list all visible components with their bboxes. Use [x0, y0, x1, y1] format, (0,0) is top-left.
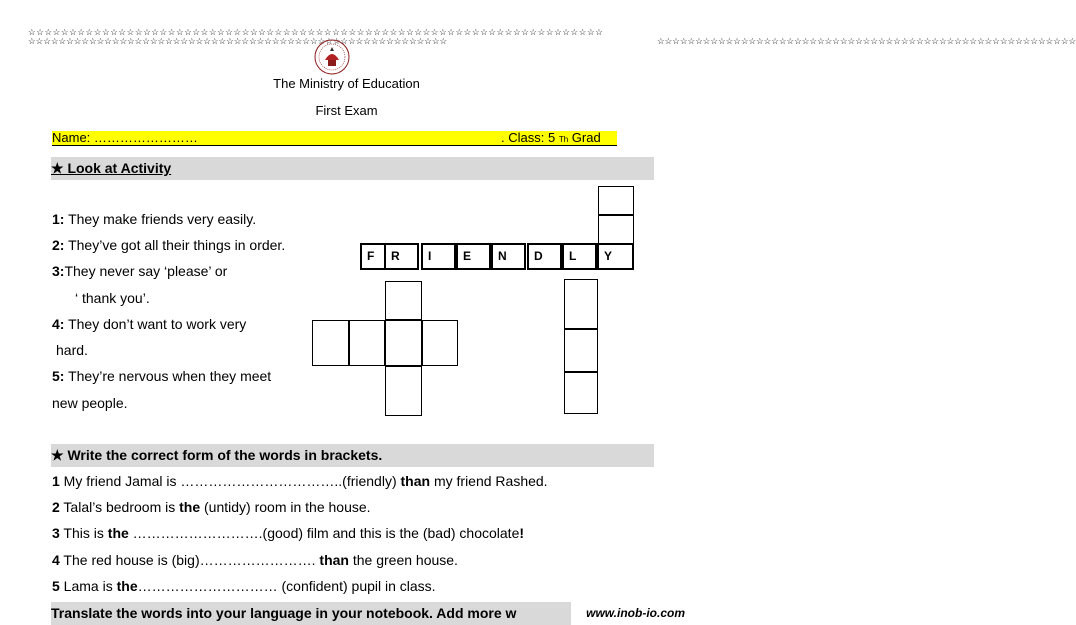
grammar-item	[52, 499, 371, 515]
item-text: The red house is (big)…………………….	[59, 552, 320, 568]
item-text: Lama is	[59, 578, 117, 594]
crossword-cell[interactable]: D	[527, 243, 562, 270]
grammar-title: ★ Write the correct form of the words in brackets.	[51, 447, 383, 463]
crossword-cell[interactable]	[385, 320, 422, 366]
ministry-title: The Ministry of Education	[273, 76, 420, 91]
item-text: Talal’s bedroom is	[59, 499, 180, 515]
item-number: 5	[52, 578, 60, 594]
clue-text: They don’t want to work very	[64, 316, 247, 332]
item-bold: !	[519, 525, 525, 541]
item-text: (untidy) room in the house.	[200, 499, 371, 515]
item-text: my friend Rashed.	[430, 473, 548, 489]
clue-text: They make friends very easily.	[64, 211, 257, 227]
activity-header	[51, 157, 654, 180]
item-bold: the	[116, 578, 138, 594]
crossword-cell[interactable]	[598, 215, 634, 244]
crossword-cell[interactable]: I	[421, 243, 456, 270]
crossword-cell[interactable]: F	[360, 243, 395, 270]
crossword-cell[interactable]: L	[562, 243, 597, 270]
crossword-cell[interactable]	[312, 320, 349, 366]
grammar-item	[52, 473, 548, 489]
star-border-top: ☆☆☆☆☆☆☆☆☆☆☆☆☆☆☆☆☆☆☆☆☆☆☆☆☆☆☆☆☆☆☆☆☆☆☆☆☆☆☆☆☆☆☆☆☆☆☆☆☆☆☆☆☆☆☆☆☆☆☆☆☆☆☆☆☆☆☆☆☆☆	[28, 27, 604, 37]
clue-text: They never say ‘please’ or	[64, 263, 228, 279]
class-grad: Grad	[571, 130, 601, 145]
clue-text: ‘ thank you’.	[75, 290, 150, 306]
clue-item	[52, 211, 256, 227]
clue-number: 1:	[52, 211, 65, 227]
item-bold: the	[107, 525, 129, 541]
star-border-right: ☆☆☆☆☆☆☆☆☆☆☆☆☆☆☆☆☆☆☆☆☆☆☆☆☆☆☆☆☆☆☆☆☆☆☆☆☆☆☆☆☆☆☆☆☆☆☆☆☆☆☆☆☆☆☆	[657, 36, 1076, 46]
grammar-item	[52, 552, 458, 568]
ministry-emblem-icon	[313, 38, 351, 76]
grammar-item	[52, 578, 436, 594]
class-superscript: Th	[558, 135, 569, 144]
grammar-header	[51, 444, 654, 467]
class-value: . Class: 5	[501, 130, 556, 145]
clue-text: hard.	[56, 342, 88, 358]
name-class-bar	[52, 131, 617, 146]
class-label	[501, 131, 601, 147]
crossword-cell[interactable]	[349, 320, 385, 366]
crossword-cell[interactable]: R	[384, 243, 419, 270]
translate-bar	[51, 602, 571, 625]
translate-text: Translate the words into your language in your notebook. Add more w	[51, 605, 517, 621]
item-number: 4	[52, 552, 60, 568]
clue-text: They’ve got all their things in order.	[64, 237, 286, 253]
crossword-cell[interactable]	[564, 329, 598, 372]
crossword-cell[interactable]	[564, 372, 598, 414]
crossword-cell[interactable]: Y	[597, 243, 634, 270]
clue-item-continued	[52, 395, 128, 411]
clue-number: 4:	[52, 316, 65, 332]
clue-number: 3:	[52, 263, 65, 279]
clue-item-continued	[75, 290, 150, 306]
watermark-text: www.inob-io.com	[586, 606, 685, 620]
crossword-cell[interactable]	[385, 366, 422, 416]
item-number: 1	[52, 473, 60, 489]
crossword-cell[interactable]: E	[456, 243, 491, 270]
clue-text: They’re nervous when they meet	[64, 368, 272, 384]
name-label: Name: ……………………	[52, 130, 198, 145]
activity-title: ★ Look at Activity	[51, 160, 172, 176]
item-text: This is	[59, 525, 108, 541]
clue-item	[52, 263, 227, 279]
exam-title: First Exam	[315, 103, 378, 118]
crossword-cell[interactable]	[422, 320, 458, 366]
item-text: the green house.	[348, 552, 458, 568]
item-text: My friend Jamal is ……………………………..(friendly)	[59, 473, 401, 489]
clue-number: 5:	[52, 368, 65, 384]
crossword-cell[interactable]	[564, 279, 598, 329]
clue-item	[52, 316, 246, 332]
item-text: ……………………….(good) film and this is the (bad) chocolate	[128, 525, 520, 541]
clue-item	[52, 368, 271, 384]
item-bold: than	[319, 552, 349, 568]
clue-number: 2:	[52, 237, 65, 253]
clue-item	[52, 237, 285, 253]
clue-item-continued	[56, 342, 88, 358]
star-border-left: ☆☆☆☆☆☆☆☆☆☆☆☆☆☆☆☆☆☆☆☆☆☆☆☆☆☆☆☆☆☆☆☆☆☆☆☆☆☆☆☆☆☆☆☆☆☆☆☆☆☆☆☆☆☆☆	[28, 36, 448, 46]
item-bold: the	[179, 499, 201, 515]
clue-text: new people.	[52, 395, 128, 411]
item-bold: than	[400, 473, 431, 489]
crossword-cell[interactable]	[598, 186, 634, 215]
item-number: 2	[52, 499, 60, 515]
item-text: ………………………… (confident) pupil in class.	[137, 578, 436, 594]
crossword-cell[interactable]	[385, 281, 422, 320]
crossword-cell[interactable]: N	[491, 243, 526, 270]
grammar-item	[52, 525, 524, 541]
item-number: 3	[52, 525, 60, 541]
